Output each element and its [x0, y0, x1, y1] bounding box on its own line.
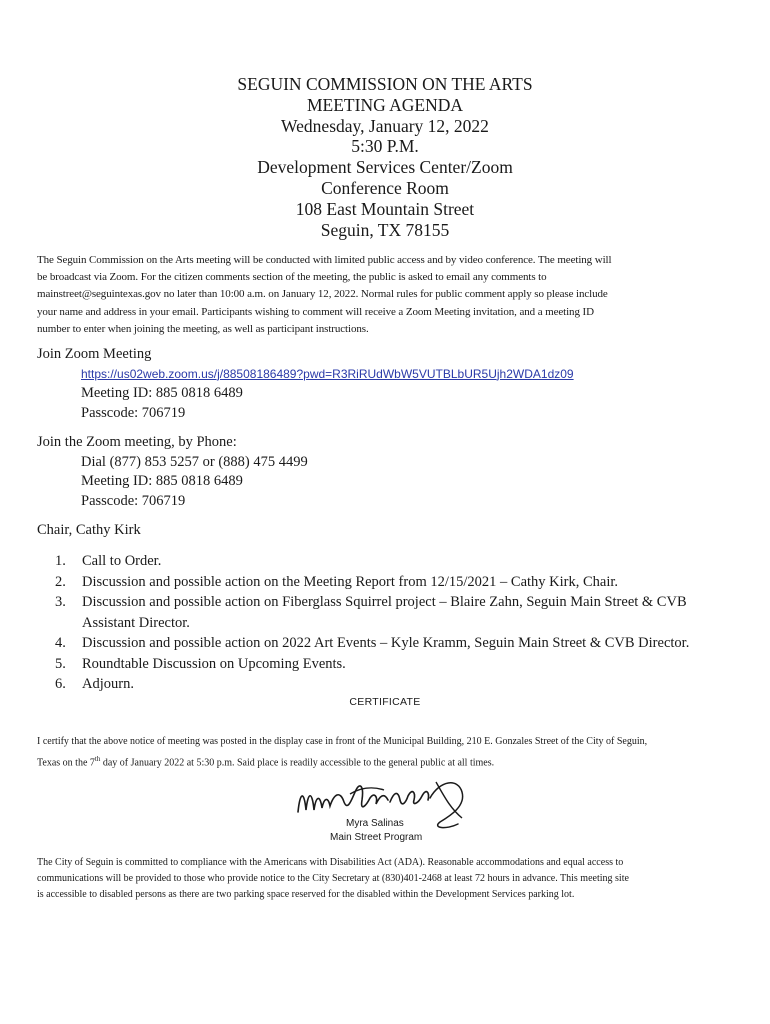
- agenda-item-continuation: Assistant Director.: [82, 614, 190, 631]
- ada-line: The City of Seguin is committed to compliance with the Americans with Disabilities Act (ADA). Reasonable accommodations and equal access to: [37, 857, 624, 868]
- agenda-item-text: Discussion and possible action on Fiberglass Squirrel project – Blaire Zahn, Seguin Main Street & CVB: [82, 594, 687, 610]
- zoom-meeting-id: Meeting ID: 885 0818 6489: [81, 385, 243, 401]
- certificate-text: Texas on the 7: [37, 756, 95, 768]
- certificate-statement: [37, 734, 747, 771]
- organization-title: SEGUIN COMMISSION ON THE ARTS: [237, 74, 533, 94]
- signer-name: Myra Salinas: [346, 818, 404, 829]
- agenda-item-number: 2.: [55, 573, 66, 590]
- intro-line: be broadcast via Zoom. For the citizen comments section of the meeting, the public is asked to email any comments to: [37, 271, 547, 284]
- meeting-venue: Development Services Center/Zoom: [257, 157, 513, 178]
- intro-line: mainstreet@seguintexas.gov no later than 10:00 a.m. on January 12, 2022. Normal rules for public comment apply so please include: [37, 288, 608, 301]
- zoom-meeting-link[interactable]: https://us02web.zoom.us/j/88508186489?pwd=R3RiRUdWbW5VUTBLbUR5Ujh2WDA1dz09: [81, 366, 574, 381]
- ada-line: is accessible to disabled persons as there are two parking space reserved for the disabled within the Development Services parking lot.: [37, 888, 575, 900]
- certificate-line: I certify that the above notice of meeting was posted in the display case in front of the Municipal Building, 210 E. Gonzales Street of the City of Seguin,: [37, 736, 648, 747]
- phone-passcode: Passcode: 706719: [81, 492, 186, 509]
- ada-line: communications will be provided to those who provide notice to the City Secretary at (830)401-2468 at least 72 hours in advance. This meeting site: [37, 872, 629, 884]
- phone-meeting-id: Meeting ID: 885 0818 6489: [81, 473, 243, 489]
- agenda-item-number: 4.: [55, 635, 66, 651]
- ada-notice: [37, 855, 747, 902]
- intro-line: The Seguin Commission on the Arts meeting will be conducted with limited public access and by video conference. The meeting will: [37, 254, 612, 266]
- agenda-item-text: Discussion and possible action on 2022 Art Events – Kyle Kramm, Seguin Main Street & CVB Director.: [82, 635, 690, 651]
- agenda-item: [55, 654, 755, 675]
- agenda-item-text: Call to Order.: [82, 553, 162, 569]
- intro-line: your name and address in your email. Participants wishing to comment will receive a Zoom Meeting invitation, and a meeting ID: [37, 305, 594, 318]
- agenda-item-text: Discussion and possible action on the Meeting Report from 12/15/2021 – Cathy Kirk, Chair.: [82, 573, 619, 590]
- agenda-item: [55, 674, 755, 695]
- agenda-item-number: 5.: [55, 655, 66, 672]
- meeting-date: Wednesday, January 12, 2022: [281, 115, 489, 136]
- zoom-heading: Join Zoom Meeting: [37, 346, 152, 362]
- certificate-title: CERTIFICATE: [349, 696, 421, 708]
- city-state-zip: Seguin, TX 78155: [320, 219, 450, 240]
- document-title: MEETING AGENDA: [306, 94, 464, 115]
- certificate-text: day of January 2022 at 5:30 p.m. Said place is readily accessible to the general public at all times.: [100, 756, 495, 768]
- chair-name: Chair, Cathy Kirk: [37, 522, 141, 538]
- meeting-room: Conference Room: [321, 177, 449, 198]
- zoom-passcode: Passcode: 706719: [81, 404, 186, 421]
- agenda-item-number: 6.: [55, 676, 66, 692]
- intro-line: number to enter when joining the meeting, as well as participant instructions.: [37, 322, 369, 335]
- phone-heading: Join the Zoom meeting, by Phone:: [37, 434, 237, 450]
- agenda-list: [55, 551, 755, 695]
- certificate-line: [37, 751, 747, 772]
- zoom-join-section: [37, 345, 574, 423]
- intro-paragraph: [37, 252, 737, 338]
- agenda-item: [55, 633, 755, 654]
- agenda-item-text: Roundtable Discussion on Upcoming Events.: [82, 655, 346, 672]
- agenda-item-text: Adjourn.: [82, 676, 134, 692]
- signer-title: Main Street Program: [330, 832, 423, 843]
- agenda-item-number: 3.: [55, 594, 66, 610]
- ordinal-suffix: th: [94, 754, 101, 763]
- agenda-item-number: 1.: [55, 553, 66, 569]
- phone-dial-numbers: Dial (877) 853 5257 or (888) 475 4499: [81, 453, 308, 470]
- street-address: 108 East Mountain Street: [295, 198, 475, 219]
- agenda-item: [55, 592, 755, 613]
- meeting-time: 5:30 P.M.: [351, 136, 419, 157]
- phone-join-section: [37, 433, 308, 511]
- agenda-item: [55, 572, 755, 593]
- document-header: [0, 74, 770, 240]
- agenda-item: [55, 551, 755, 572]
